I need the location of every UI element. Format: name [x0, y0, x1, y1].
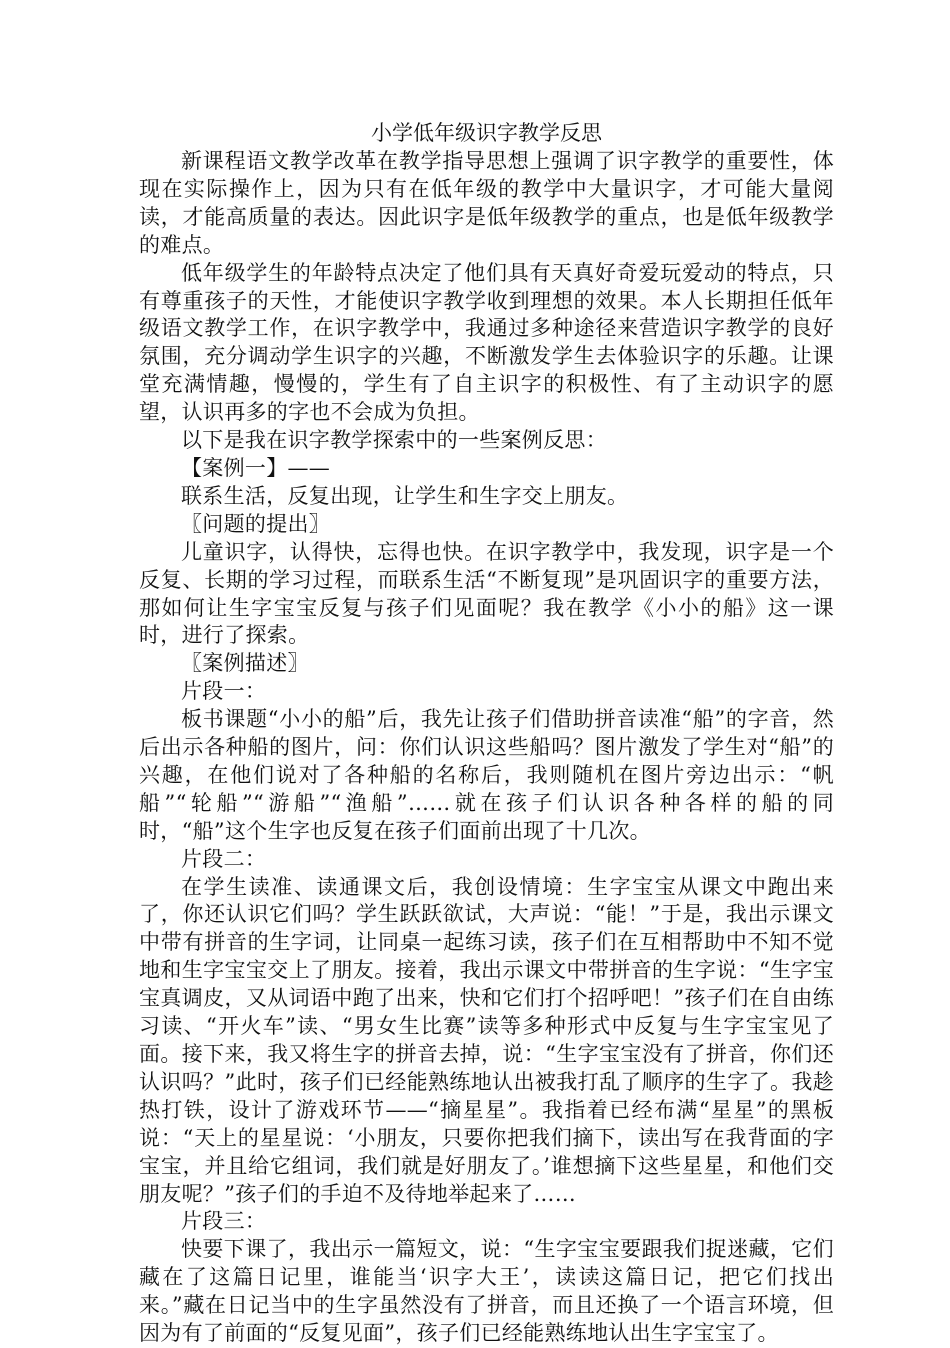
- paragraph-intro-1: 新课程语文教学改革在教学指导思想上强调了识字教学的重要性，体现在实际操作上，因为只有在低年级的教学中大量识字，才可能大量阅读，才能高质量的表达。因此识字是低年级教学的重点，也是低年级教学的难点。: [139, 149, 834, 257]
- paragraph-fragment-two: 在学生读准、读通课文后，我创设情境：生字宝宝从课文中跑出来了，你还认识它们吗？学生跃跃欲试，大声说：“能！”于是，我出示课文中带有拼音的生字词，让同桌一起练习读，孩子们在互相帮助中不知不觉地和生字宝宝交上了朋友。接着，我出示课文中带拼音的生字说：“生字宝宝真调皮，又从词语中跑了出来，快和它们打个招呼吧！”孩子们在自由练习读、“开火车”读、“男女生比赛”读等多种形式中反复与生字宝宝见了面。接下来，我又将生字的拼音去掉，说：“生字宝宝没有了拼音，你们还认识吗？”此时，孩子们已经能熟练地认出被我打乱了顺序的生字了。我趁热打铁，设计了游戏环节——“摘星星”。我指着已经布满“星星”的黑板说：“天上的星星说：‘小朋友，只要你把我们摘下，读出写在我背面的字宝宝，并且给它组词，我们就是好朋友了。’谁想摘下这些星星，和他们交朋友呢？”孩子们的手迫不及待地举起来了……: [139, 874, 834, 1206]
- fragment-one-heading: 片段一：: [181, 679, 267, 704]
- fragment-three-heading: 片段三：: [181, 1209, 267, 1234]
- case-one-subtitle: 联系生活，反复出现，让学生和生字交上朋友。: [181, 483, 629, 508]
- paragraph-problem: 儿童识字，认得快，忘得也快。在识字教学中，我发现，识字是一个反复、长期的学习过程，而联系生活“不断复现”是巩固识字的重要方法，那如何让生字宝宝反复与孩子们见面呢？我在教学《小小的船》这一课时，进行了探索。: [139, 539, 834, 648]
- document-page: [139, 118, 834, 1348]
- fragment-two-heading: 片段二：: [181, 846, 267, 871]
- paragraph-fragment-three: 快要下课了，我出示一篇短文，说：“生字宝宝要跟我们捉迷藏，它们藏在了这篇日记里，谁能当‘识字大王’，读读这篇日记，把它们找出来。”藏在日记当中的生字虽然没有了拼音，而且还换了一个语言环境，但因为有了前面的“反复见面”，孩子们已经能熟练地认出生字宝宝了。: [139, 1237, 834, 1346]
- paragraph-intro-2: 低年级学生的年龄特点决定了他们具有天真好奇爱玩爱动的特点，只有尊重孩子的天性，才能使识字教学收到理想的效果。本人长期担任低年级语文教学工作，在识字教学中，我通过多种途径来营造识字教学的良好氛围，充分调动学生识字的兴趣，不断激发学生去体验识字的乐趣。让课堂充满情趣，慢慢的，学生有了自主识字的积极性、有了主动识字的愿望，认识再多的字也不会成为负担。: [139, 260, 834, 425]
- paragraph-fragment-one: 板书课题“小小的船”后，我先让孩子们借助拼音读准“船”的字音，然后出示各种船的图片，问：你们认识这些船吗？图片激发了学生对“船”的兴趣，在他们说对了各种船的名称后，我则随机在图片旁边出示：“帆船”“轮船”“游船”“渔船”……就在孩子们认识各种各样的船的同时，“船”这个生字也反复在孩子们面前出现了十几次。: [139, 707, 834, 843]
- paragraph-lead-in: 以下是我在识字教学探索中的一些案例反思：: [181, 428, 607, 453]
- section-heading-description: 〖案例描述〗: [181, 651, 309, 676]
- section-heading-problem: 〖问题的提出〗: [181, 511, 331, 536]
- case-one-heading: 【案例一】——: [181, 455, 331, 480]
- document-title: 小学低年级识字教学反思: [371, 121, 602, 145]
